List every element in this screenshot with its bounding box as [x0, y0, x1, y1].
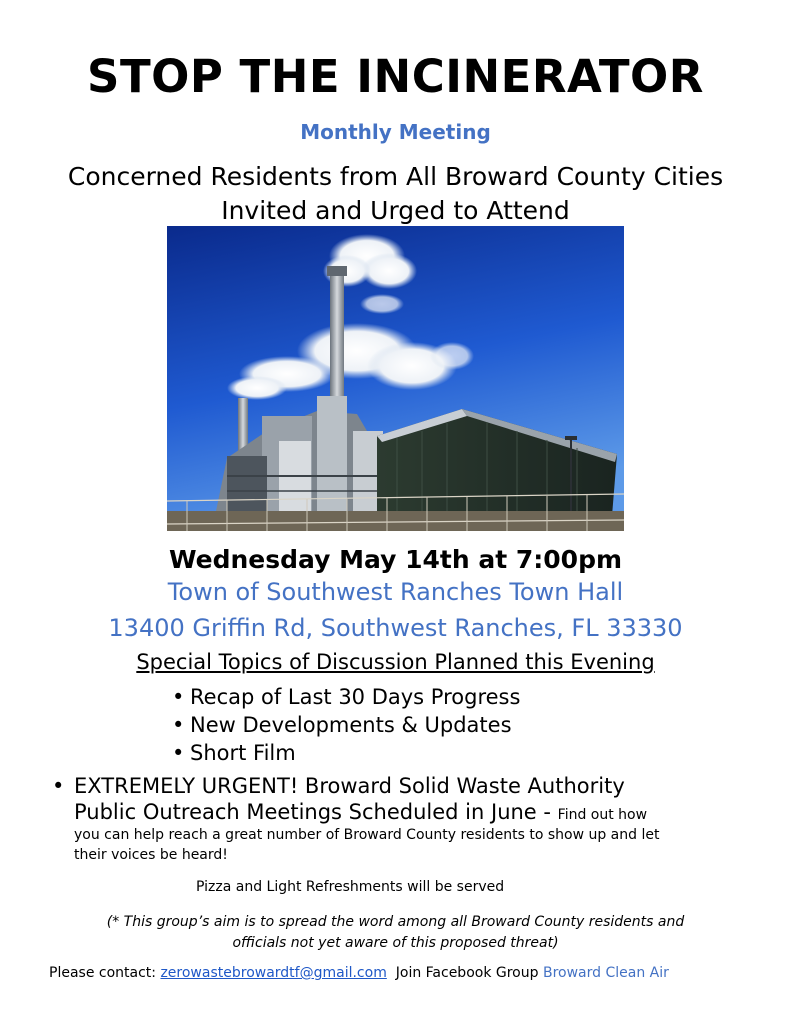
urgent-line-2-text: Public Outreach Meetings Scheduled in June -: [74, 800, 558, 824]
urgent-notice: [52, 773, 742, 865]
urgent-small-1: Find out how: [557, 807, 648, 823]
invite-text: [0, 160, 791, 228]
meeting-subtitle: Monthly Meeting: [300, 120, 491, 144]
meeting-address: 13400 Griffin Rd, Southwest Ranches, FL 33330: [108, 614, 683, 642]
urgent-line-2: [74, 799, 742, 825]
topics-list: [172, 683, 520, 767]
aim-line-2: officials not yet aware of this proposed threat): [232, 935, 559, 951]
meeting-venue: Town of Southwest Ranches Town Hall: [167, 578, 624, 606]
topics-heading: Special Topics of Discussion Planned this Evening: [136, 650, 655, 674]
urgent-line-1: EXTREMELY URGENT! Broward Solid Waste Authority: [74, 774, 625, 798]
invite-line-1: Concerned Residents from All Broward County Cities: [67, 162, 724, 191]
bullet: •: [52, 774, 65, 798]
refreshments-note: Pizza and Light Refreshments will be served: [196, 879, 505, 895]
flyer-title: STOP THE INCINERATOR: [87, 50, 704, 103]
aim-line-1: (* This group’s aim is to spread the word among all Broward County residents and: [106, 914, 685, 930]
contact-email-link[interactable]: zerowastebrowardtf@gmail.com: [160, 965, 387, 981]
meeting-date: Wednesday May 14th at 7:00pm: [168, 545, 623, 574]
urgent-small-3: their voices be heard!: [74, 847, 228, 863]
list-item: • Short Film: [172, 739, 520, 767]
contact-label: Please contact:: [49, 965, 161, 981]
contact-line: [49, 965, 669, 981]
invite-line-2: Invited and Urged to Attend: [221, 196, 570, 225]
facebook-group-link[interactable]: Broward Clean Air: [542, 965, 669, 981]
list-item: • Recap of Last 30 Days Progress: [172, 683, 520, 711]
facebook-label: Join Facebook Group: [386, 965, 543, 981]
group-aim-note: [0, 912, 791, 954]
list-item: • New Developments & Updates: [172, 711, 520, 739]
urgent-small-2: you can help reach a great number of Broward County residents to show up and let: [74, 827, 660, 843]
incinerator-photo: [167, 226, 624, 531]
